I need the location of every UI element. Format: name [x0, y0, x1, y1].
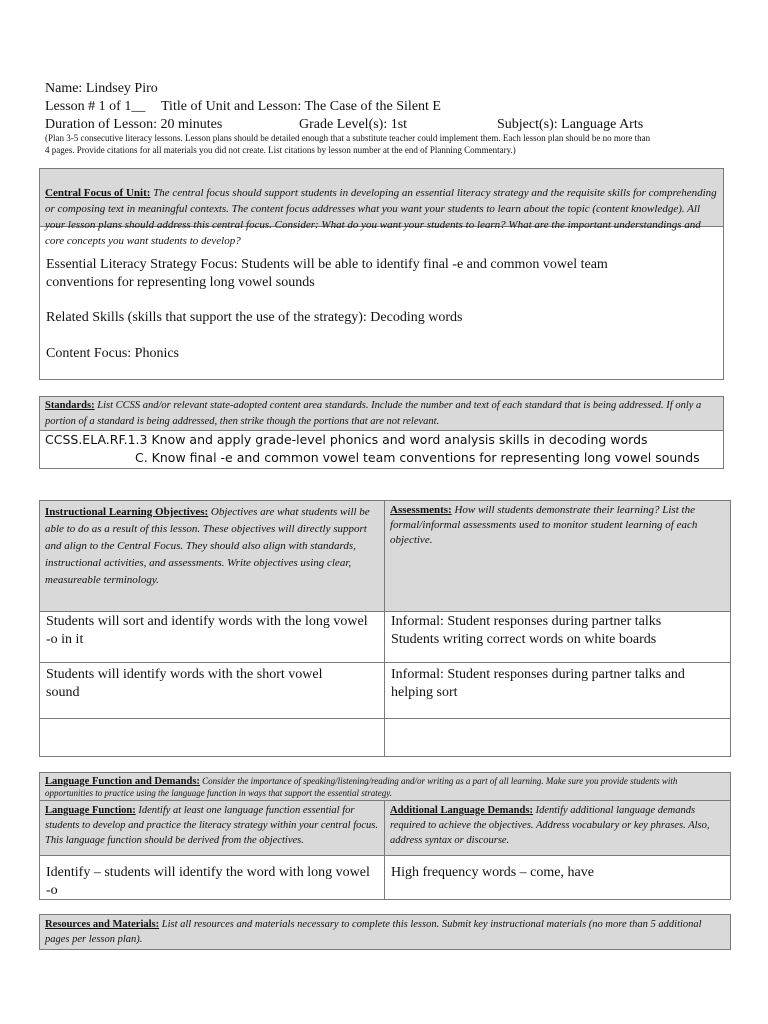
- lesson-duration: Duration of Lesson: 20 minutes: [45, 117, 223, 132]
- objectives-table: [39, 500, 731, 757]
- language-demands-label: Additional Language Demands:: [390, 805, 533, 816]
- language-function-answer-cell: [39, 855, 385, 900]
- central-focus-instructions: [45, 185, 719, 249]
- language-demands-instructions: [390, 803, 725, 848]
- assessments-instructions-text: How will students demonstrate their learning? List the formal/informal assessments used to monitor student learning of each objective.: [390, 504, 698, 546]
- lesson-number: Lesson # 1 of 1__: [45, 99, 146, 114]
- language-demands-instructions-text: Identify additional language demands required to achieve the objectives. Address vocabulary or key phrases. Also, address syntax or discourse.: [390, 805, 710, 846]
- standards-instructions-text: List CCSS and/or relevant state-adopted content area standards. Include the number and text of each standard that is being addressed. If only a portion of a standard is being addressed, then strike though the portions that are not relevant.: [45, 400, 702, 427]
- language-function-label: Language Function:: [45, 805, 136, 816]
- assessments-label: Assessments:: [390, 504, 452, 516]
- central-focus-instructions-text: The central focus should support students in developing an essential literacy strategy and the requisite skills for comprehending or composing text in meaningful contexts. The content focus addresses what you want your students to learn about the topic (content knowledge). All your lesson plans should address this central focus. Consider: What do you want your students to learn? What are the important understandings and core concepts you want students to develop?: [45, 187, 717, 247]
- language-function-instructions-text: Identify at least one language function essential for students to develop and practice the literacy strategy within your central focus. This language function should be derived from the objectives.: [45, 805, 379, 846]
- assessments-instructions: [390, 503, 728, 548]
- language-instructions: [45, 776, 727, 798]
- objectives-header: [39, 500, 385, 612]
- strategy-focus-line-2: conventions for representing long vowel sounds: [46, 275, 315, 290]
- subject: Subject(s): Language Arts: [497, 117, 644, 132]
- assessments-header: [384, 500, 731, 612]
- plan-note-line-1: (Plan 3-5 consecutive literacy lessons. Lesson plans should be detailed enough that a substitute teacher could implement them. Each lesson plan should be no more than: [45, 133, 651, 143]
- language-label: Language Function and Demands:: [45, 776, 200, 787]
- objectives-instructions-text: Objectives are what students will be able to do as a result of this lesson. These objectives will directly support and align to the Central Focus. They should also align with standards, instructional activities, and assessments. Write objectives using clear, measureable terminology.: [45, 506, 370, 586]
- assessment-1-line-2: Students writing correct words on white boards: [391, 632, 657, 647]
- language-function-header: [39, 800, 385, 856]
- standards-section: [39, 396, 724, 469]
- standard-line-1: CCSS.ELA.RF.1.3 Know and apply grade-level phonics and word analysis skills in decoding words: [45, 432, 648, 447]
- language-function-answer: Identify – students will identify the word with long vowel -o: [46, 865, 370, 898]
- language-demands-answer-cell: [384, 855, 731, 900]
- resources-instructions: [45, 917, 727, 947]
- language-instructions-text: Consider the importance of speaking/listening/reading and/or writing as a part of all learning. Make sure you provide students with opportunities to practice using the language function in ways that support the essential strategy.: [45, 776, 678, 798]
- objective-1-text: Students will sort and identify words with the long vowel -o in it: [46, 614, 368, 647]
- content-focus: Content Focus: Phonics: [46, 346, 180, 361]
- strategy-focus-line-1: Essential Literacy Strategy Focus: Students will be able to identify final -e and common vowel team: [46, 257, 608, 272]
- assessment-row-2: [384, 662, 731, 719]
- plan-note-line-2: 4 pages. Provide citations for all materials you did not create. List citations by lesson number at the end of Planning Commentary.): [45, 145, 516, 155]
- objective-row-2: [39, 662, 385, 719]
- assessment-row-3: [384, 718, 731, 757]
- teacher-name: Name: Lindsey Piro: [45, 81, 158, 96]
- unit-title: Title of Unit and Lesson: The Case of the Silent E: [161, 99, 441, 114]
- objectives-label: Instructional Learning Objectives:: [45, 506, 209, 518]
- objective-row-1: [39, 611, 385, 663]
- objectives-instructions: [45, 504, 375, 589]
- resources-instructions-text: List all resources and materials necessary to complete this lesson. Submit key instructional materials (no more than 5 additional pages per lesson plan).: [45, 919, 702, 945]
- grade-level: Grade Level(s): 1st: [299, 117, 408, 132]
- related-skills: Related Skills (skills that support the use of the strategy): Decoding words: [46, 310, 463, 325]
- assessment-row-1: [384, 611, 731, 663]
- assessment-1-line-1: Informal: Student responses during partner talks: [391, 614, 662, 629]
- language-header: [39, 772, 731, 801]
- standards-header: [40, 397, 723, 431]
- objective-2-text: Students will identify words with the short vowel sound: [46, 667, 323, 700]
- central-focus-section: [39, 168, 724, 380]
- central-focus-label: Central Focus of Unit:: [45, 187, 151, 199]
- assessment-2-text: Informal: Student responses during partner talks and helping sort: [391, 667, 685, 700]
- central-focus-header: [40, 169, 723, 247]
- language-demands-answer: High frequency words – come, have: [391, 865, 594, 880]
- language-table: [39, 772, 731, 900]
- objective-row-3: [39, 718, 385, 757]
- resources-label: Resources and Materials:: [45, 919, 160, 930]
- standards-instructions: [45, 398, 721, 429]
- standards-label: Standards:: [45, 400, 95, 411]
- standard-line-2: C. Know final -e and common vowel team conventions for representing long vowel sounds: [135, 450, 700, 465]
- language-demands-header: [384, 800, 731, 856]
- resources-section: [39, 914, 731, 950]
- language-function-instructions: [45, 803, 381, 848]
